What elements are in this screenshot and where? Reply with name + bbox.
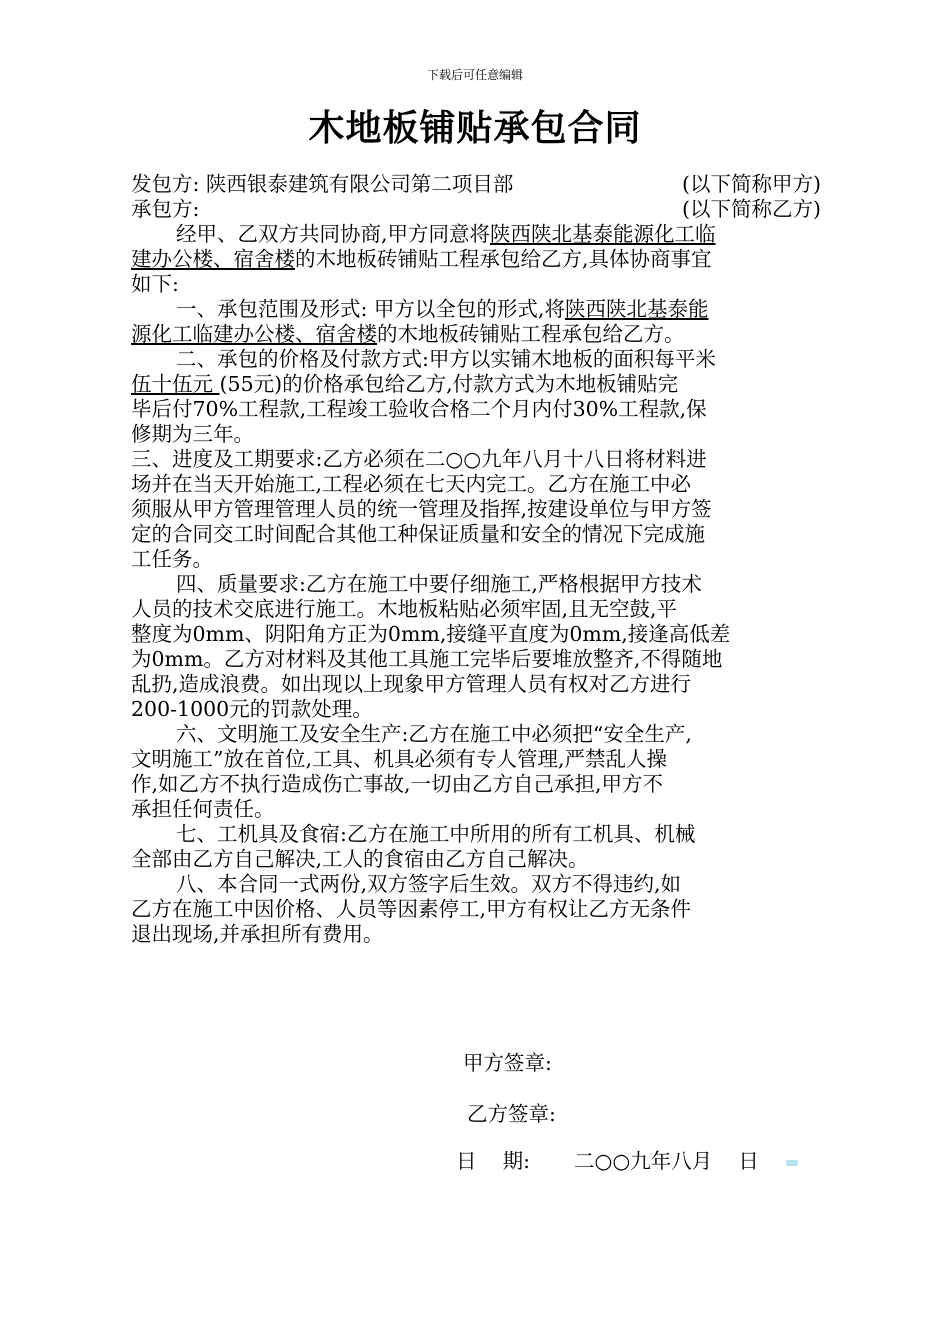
contract-body [131, 172, 821, 947]
paragraph-line: 文明施工”放在首位,工具、机具必须有专人管理,严禁乱人操 [131, 747, 668, 771]
contractor-line [131, 197, 821, 222]
party-b-signature: 乙方签章: [467, 1102, 556, 1126]
paragraph-line: 经甲、乙双方共同协商,甲方同意将陕西陕北基泰能源化工临 [176, 222, 716, 246]
contractor-label: 承包方: [131, 197, 200, 221]
paragraph-line: 七、工机具及食宿:乙方在施工中所用的所有工机具、机械 [176, 822, 696, 846]
paragraph-line: 建办公楼、宿舍楼的木地板砖铺贴工程承包给乙方,具体协商事宜 [131, 247, 712, 271]
paragraph-line: 四、质量要求:乙方在施工中要仔细施工,严格根据甲方技术 [176, 572, 702, 596]
employer-note: (以下简称甲方) [682, 172, 821, 196]
paragraph-line: 整度为0mm、阴阳角方正为0mm,接缝平直度为0mm,接逢高低差 [131, 622, 731, 646]
paragraph-line: 六、文明施工及安全生产:乙方在施工中必须把“安全生产, [176, 722, 692, 746]
paragraph-line: 全部由乙方自己解决,工人的食宿由乙方自己解决。 [131, 847, 589, 871]
paragraph-line: 八、本合同一式两份,双方签字后生效。双方不得违约,如 [176, 872, 682, 896]
paragraph-line: 人员的技术交底进行施工。木地板粘贴必须牢固,且无空鼓,平 [131, 597, 678, 621]
paragraph-line: 源化工临建办公楼、宿舍楼的木地板砖铺贴工程承包给乙方。 [131, 322, 685, 346]
paragraph-line: 乙方在施工中因价格、人员等因素停工,甲方有权让乙方无条件 [131, 897, 692, 921]
paragraph-line: 须服从甲方管理管理人员的统一管理及指挥,按建设单位与甲方签 [131, 497, 712, 521]
employer-label: 发包方: 陕西银泰建筑有限公司第二项目部 [131, 172, 514, 196]
paragraph-line: 承担任何责任。 [131, 797, 275, 821]
paragraph-line: 200-1000元的罚款处理。 [131, 697, 373, 721]
document-title: 木地板铺贴承包合同 [308, 108, 642, 149]
paragraph-line: 乱扔,造成浪费。如出现以上现象甲方管理人员有权对乙方进行 [131, 672, 692, 696]
paragraph-line: 三、进度及工期要求:乙方必须在二○○九年八月十八日将材料进 [131, 447, 707, 471]
paragraph-line: 作,如乙方不执行造成伤亡事故,一切由乙方自己承担,甲方不 [131, 772, 664, 796]
party-a-signature: 甲方签章: [463, 1051, 552, 1075]
contractor-note: (以下简称乙方) [682, 197, 821, 221]
employer-line [131, 172, 821, 197]
paragraph-line: 工任务。 [131, 547, 213, 571]
paragraph-line: 退出现场,并承担所有费用。 [131, 922, 384, 946]
paragraph-line: 修期为三年。 [131, 422, 254, 446]
paragraph-line: 定的合同交工时间配合其他工种保证质量和安全的情况下完成施 [131, 522, 705, 546]
header-note: 下载后可任意编辑 [426, 68, 523, 82]
paragraph-line: 如下: [131, 272, 179, 296]
date-label: 日 期: [456, 1149, 530, 1173]
paragraph-line: 伍十伍元 (55元)的价格承包给乙方,付款方式为木地板铺贴完 [131, 372, 679, 396]
paragraph-line: 场并在当天开始施工,工程必须在七天内完工。乙方在施工中必 [131, 472, 692, 496]
date-value: 二○○九年八月 日 [574, 1149, 759, 1173]
paragraph-line: 毕后付70%工程款,工程竣工验收合格二个月内付30%工程款,保 [131, 397, 707, 421]
highlight-mark [786, 1160, 798, 1166]
paragraph-line: 二、承包的价格及付款方式:甲方以实铺木地板的面积每平米 [176, 347, 716, 371]
paragraph-line: 为0mm。乙方对材料及其他工具施工完毕后要堆放整齐,不得随地 [131, 647, 723, 671]
paragraph-line: 一、承包范围及形式: 甲方以全包的形式,将陕西陕北基泰能 [176, 297, 709, 321]
